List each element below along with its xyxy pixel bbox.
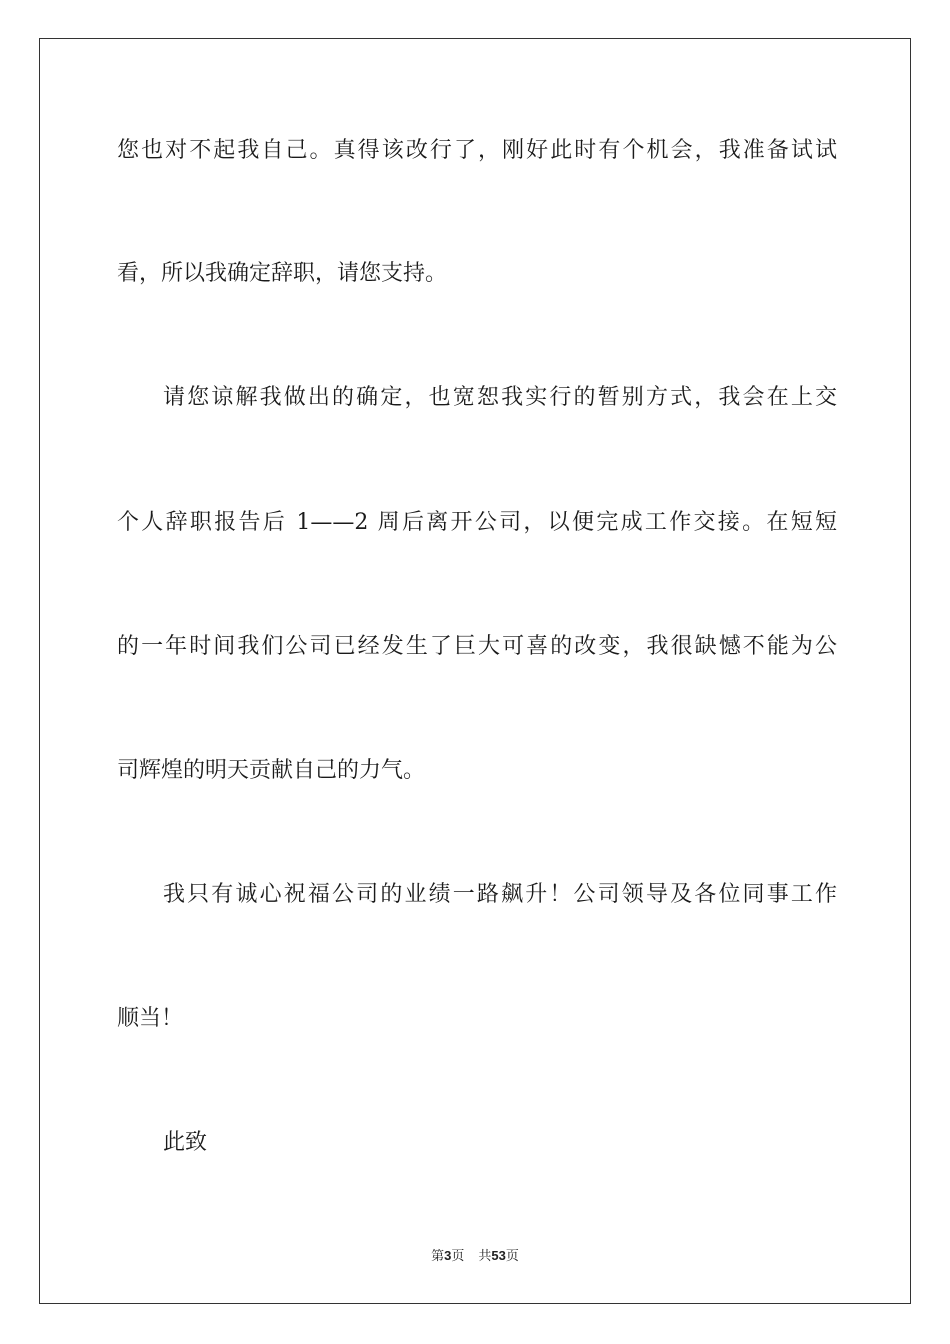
text-line: 的一年时间我们公司已经发生了巨大可喜的改变，我很缺憾不能为公 (117, 634, 837, 659)
text-line: 您也对不起我自己。真得该改行了，刚好此时有个机会，我准备试试 (117, 138, 837, 163)
footer-total-suffix: 页 (505, 1249, 519, 1264)
footer-total-pages: 53 (491, 1248, 506, 1263)
text-line: 顺当！ (117, 1006, 184, 1031)
text-line: 此致 (163, 1130, 208, 1155)
page-footer (0, 1246, 950, 1267)
footer-page-suffix: 页 (451, 1249, 465, 1264)
text-line: 我只有诚心祝福公司的业绩一路飙升！公司领导及各位同事工作 (163, 882, 837, 907)
page-border (39, 38, 911, 1304)
footer-page-prefix: 第 (431, 1249, 445, 1264)
text-line: 个人辞职报告后 1——2 周后离开公司，以便完成工作交接。在短短 (117, 510, 837, 535)
text-line: 司辉煌的明天贡献自己的力气。 (117, 758, 426, 783)
text-line: 看，所以我确定辞职，请您支持。 (117, 261, 448, 286)
footer-total-prefix: 共 (478, 1249, 492, 1264)
text-line: 请您谅解我做出的确定，也宽恕我实行的暂别方式，我会在上交 (163, 385, 837, 410)
footer-page-number: 3 (444, 1248, 452, 1263)
